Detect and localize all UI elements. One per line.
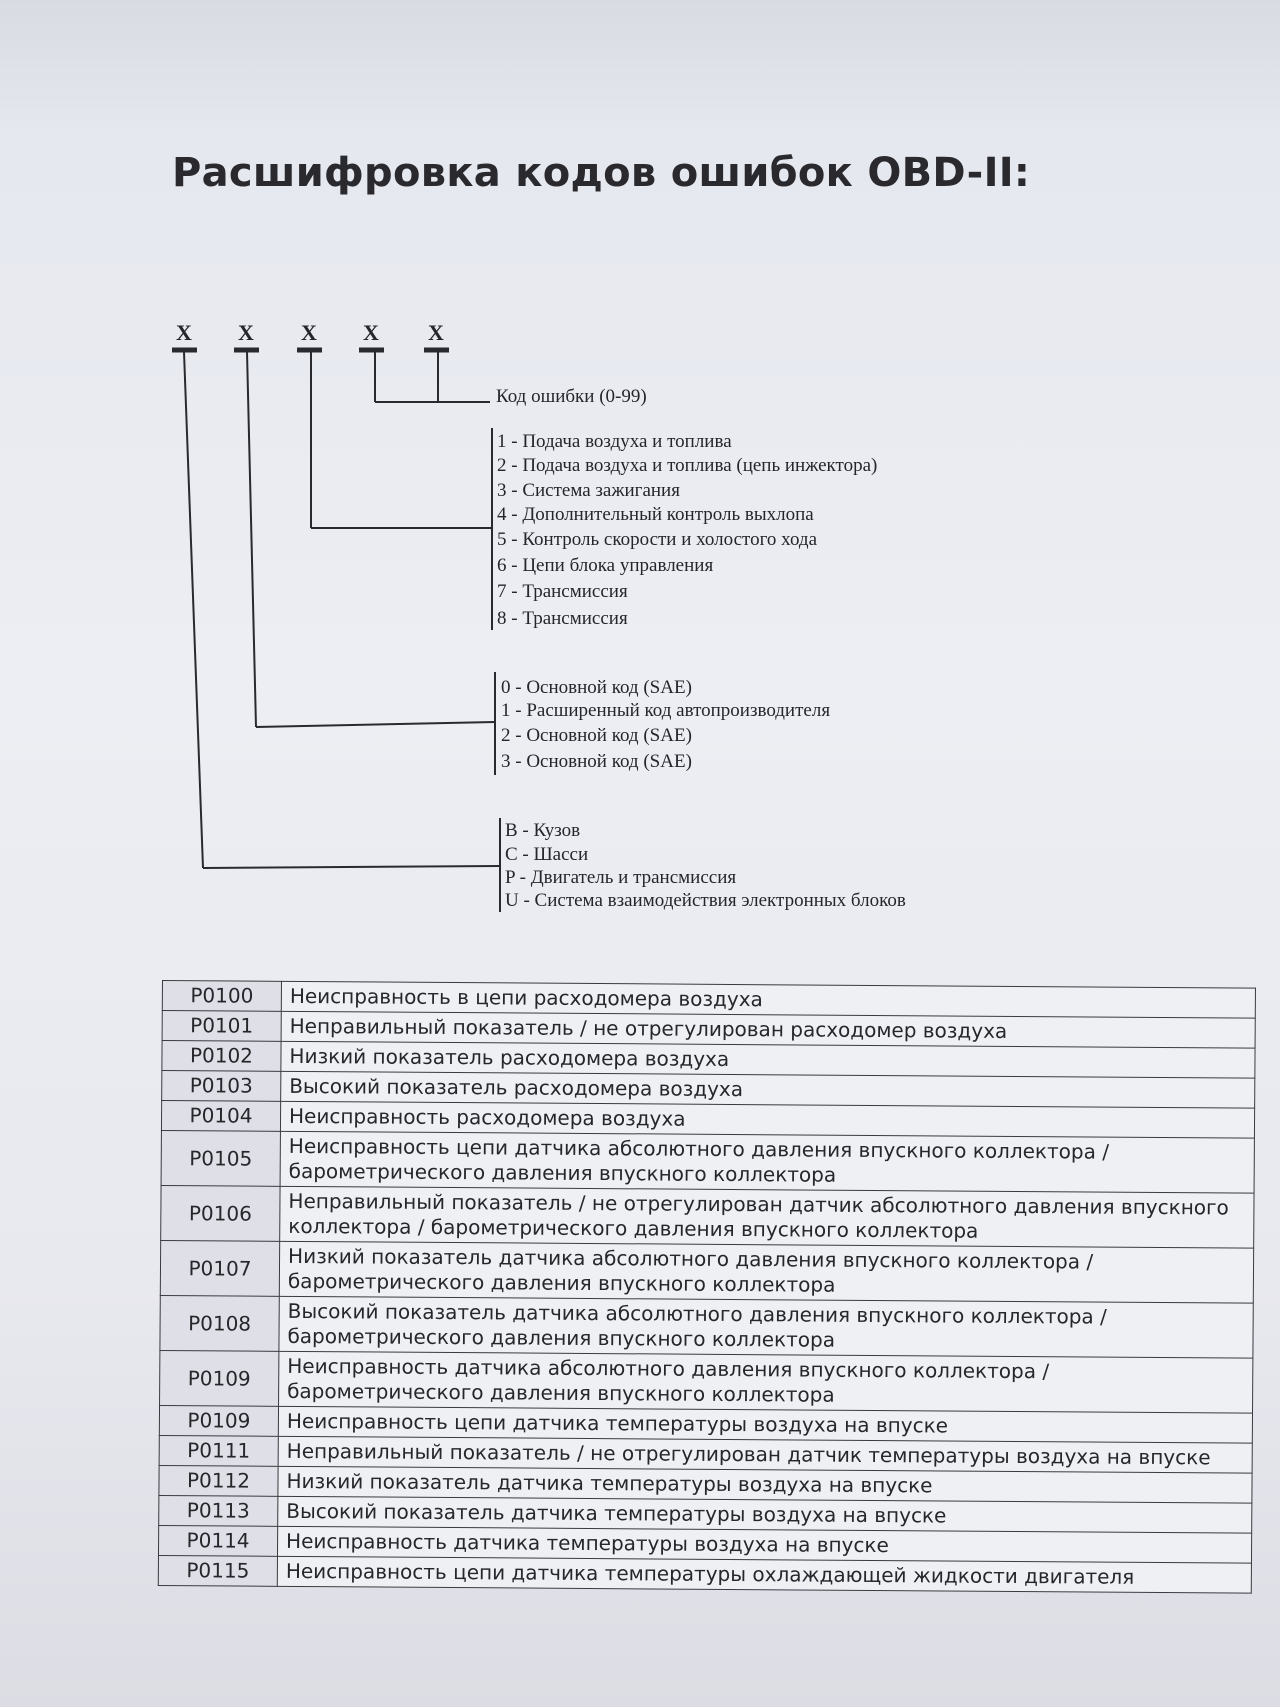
error-code-cell: P0100 <box>162 981 281 1012</box>
error-description-cell: Низкий показатель датчика температуры воздуха на впуске <box>278 1466 1252 1503</box>
code-type-item-1: 0 - Основной код (SAE) <box>501 677 692 698</box>
subsystem-item-6: 6 - Цепи блока управления <box>497 555 714 576</box>
table-row <box>161 1185 1254 1248</box>
subsystem-item-4: 4 - Дополнительный контроль выхлопа <box>497 504 814 525</box>
error-description-cell: Неисправность цепи датчика абсолютного давления впускного коллектора / барометрического давления впускного коллектора <box>280 1131 1254 1193</box>
error-codes-table <box>158 980 1256 1594</box>
error-code-cell: P0108 <box>160 1295 279 1351</box>
error-code-cell: P0109 <box>159 1405 278 1436</box>
error-description-cell: Высокий показатель датчика температуры воздуха на впуске <box>278 1496 1252 1533</box>
error-code-cell: P0103 <box>162 1071 281 1102</box>
code-type-item-2: 1 - Расширенный код автопроизводителя <box>501 700 831 721</box>
subsystem-item-2: 2 - Подача воздуха и топлива (цепь инжектора) <box>497 455 878 476</box>
subsystem-item-5: 5 - Контроль скорости и холостого хода <box>497 529 818 550</box>
error-code-cell: P0112 <box>159 1465 278 1496</box>
error-description-cell: Неправильный показатель / не отрегулирован датчик абсолютного давления впускного коллектора / барометрического давления впускного коллектора <box>280 1186 1254 1248</box>
error-code-label: Код ошибки (0-99) <box>496 386 647 407</box>
table-row <box>160 1295 1253 1358</box>
position-x-1: X <box>176 320 192 345</box>
error-code-cell: P0111 <box>159 1435 278 1466</box>
error-description-cell: Низкий показатель датчика абсолютного давления впускного коллектора / барометрического давления впускного коллектора <box>279 1241 1253 1303</box>
error-code-cell: P0109 <box>160 1350 279 1406</box>
error-description-cell: Неисправность цепи датчика температуры воздуха на впуске <box>278 1406 1252 1443</box>
system-item-2: C - Шасси <box>505 844 589 865</box>
error-description-cell: Неисправность в цепи расходомера воздуха <box>281 981 1255 1018</box>
error-code-cell: P0115 <box>158 1555 277 1586</box>
connector-line <box>256 722 495 727</box>
position-x-2: X <box>238 320 254 345</box>
system-item-3: P - Двигатель и трансмиссия <box>505 867 737 888</box>
error-description-cell: Низкий показатель расходомера воздуха <box>281 1041 1255 1078</box>
system-item-4: U - Система взаимодействия электронных блоков <box>505 890 906 911</box>
error-code-cell: P0105 <box>161 1130 280 1186</box>
error-description-cell: Неправильный показатель / не отрегулирован расходомер воздуха <box>281 1011 1255 1048</box>
error-code-cell: P0114 <box>158 1525 277 1556</box>
position-x-3: X <box>301 320 317 345</box>
error-code-cell: P0101 <box>162 1011 281 1042</box>
subsystem-item-1: 1 - Подача воздуха и топлива <box>497 431 732 452</box>
error-description-cell: Неисправность цепи датчика температуры охлаждающей жидкости двигателя <box>277 1556 1251 1593</box>
connector-line <box>203 866 500 868</box>
table-row <box>160 1350 1253 1413</box>
position-x-4: X <box>363 320 379 345</box>
subsystem-item-7: 7 - Трансмиссия <box>497 581 628 602</box>
code-type-item-3: 2 - Основной код (SAE) <box>501 725 692 746</box>
error-description-cell: Высокий показатель датчика абсолютного давления впускного коллектора / барометрического давления впускного коллектора <box>279 1296 1253 1358</box>
error-code-cell: P0106 <box>161 1185 280 1241</box>
position-x-5: X <box>428 320 444 345</box>
table-row <box>160 1240 1253 1303</box>
error-code-cell: P0104 <box>161 1101 280 1132</box>
subsystem-item-3: 3 - Система зажигания <box>497 480 680 501</box>
table-row <box>161 1130 1254 1193</box>
connector-line <box>184 352 203 868</box>
subsystem-item-8: 8 - Трансмиссия <box>497 608 628 629</box>
error-code-cell: P0113 <box>159 1495 278 1526</box>
error-description-cell: Неисправность расходомера воздуха <box>280 1101 1254 1138</box>
error-description-cell: Неправильный показатель / не отрегулирован датчик температуры воздуха на впуске <box>278 1436 1252 1473</box>
error-description-cell: Высокий показатель расходомера воздуха <box>281 1071 1255 1108</box>
page-title: Расшифровка кодов ошибок OBD-II: <box>172 150 1031 196</box>
code-type-item-4: 3 - Основной код (SAE) <box>501 751 692 772</box>
error-description-cell: Неисправность датчика температуры воздуха на впуске <box>277 1526 1251 1563</box>
error-code-cell: P0107 <box>160 1240 279 1296</box>
error-description-cell: Неисправность датчика абсолютного давления впускного коллектора / барометрического давления впускного коллектора <box>279 1351 1253 1413</box>
connector-line <box>247 352 256 727</box>
error-code-cell: P0102 <box>162 1041 281 1072</box>
system-item-1: B - Кузов <box>505 820 581 841</box>
